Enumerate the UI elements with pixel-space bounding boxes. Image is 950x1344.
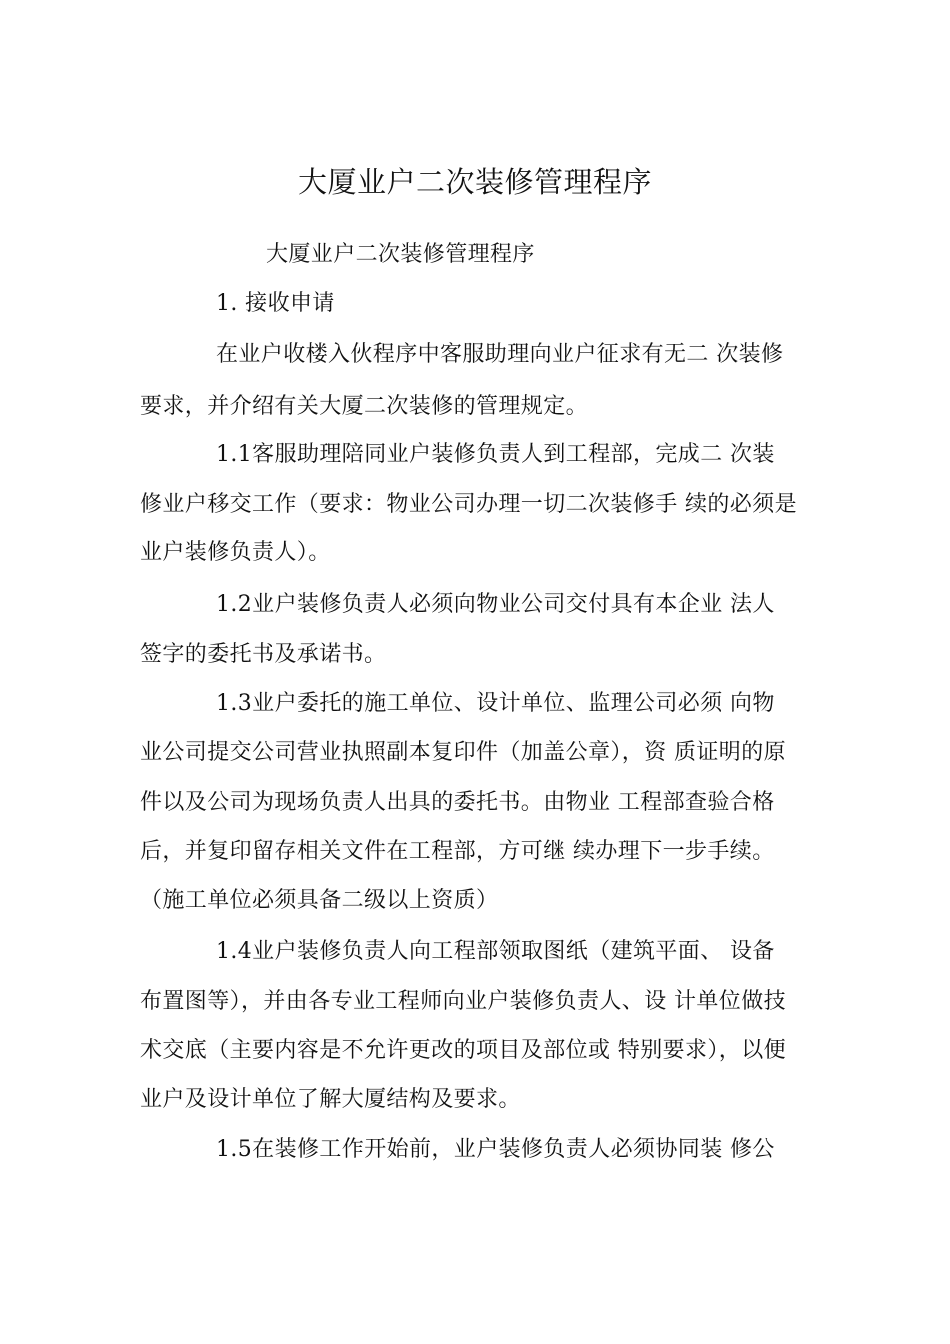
paragraph-line: 在业户收楼入伙程序中客服助理向业户征求有无二 次装修 — [216, 342, 784, 367]
paragraph-line: 签字的委托书及承诺书。 — [140, 642, 387, 667]
paragraph-line: 业户装修负责人）。 — [140, 540, 331, 565]
paragraph-line: 术交底（主要内容是不允许更改的项目及部位或 特别要求），以便 — [140, 1038, 786, 1063]
section-heading: 1. 接收申请 — [216, 291, 335, 316]
paragraph-line: 业户及设计单位了解大厦结构及要求。 — [140, 1087, 521, 1112]
paragraph-line: 要求，并介绍有关大厦二次装修的管理规定。 — [140, 394, 589, 419]
clause-1-5-line: 1.5在装修工作开始前，业户装修负责人必须协同装 修公 — [216, 1137, 775, 1162]
clause-1-2-line: 1.2业户装修负责人必须向物业公司交付具有本企业 法人 — [216, 592, 775, 617]
paragraph-line: 业公司提交公司营业执照副本复印件（加盖公章），资 质证明的原 — [140, 740, 786, 765]
clause-1-4-line: 1.4业户装修负责人向工程部领取图纸（建筑平面、 设备 — [216, 939, 775, 964]
paragraph-line: 修业户移交工作（要求：物业公司办理一切二次装修手 续的必须是 — [140, 492, 797, 517]
paragraph-line: （施工单位必须具备二级以上资质） — [140, 888, 499, 913]
clause-1-3-line: 1.3业户委托的施工单位、设计单位、监理公司必须 向物 — [216, 691, 775, 716]
subtitle-line: 大厦业户二次装修管理程序 — [266, 242, 535, 267]
paragraph-line: 件以及公司为现场负责人出具的委托书。由物业 工程部查验合格 — [140, 790, 775, 815]
paragraph-line: 布置图等），并由各专业工程师向业户装修负责人、设 计单位做技 — [140, 989, 786, 1014]
document-title: 大厦业户二次装修管理程序 — [297, 165, 652, 199]
clause-1-1-line: 1.1客服助理陪同业户装修负责人到工程部，完成二 次装 — [216, 442, 775, 467]
paragraph-line: 后，并复印留存相关文件在工程部，方可继 续办理下一步手续。 — [140, 839, 775, 864]
